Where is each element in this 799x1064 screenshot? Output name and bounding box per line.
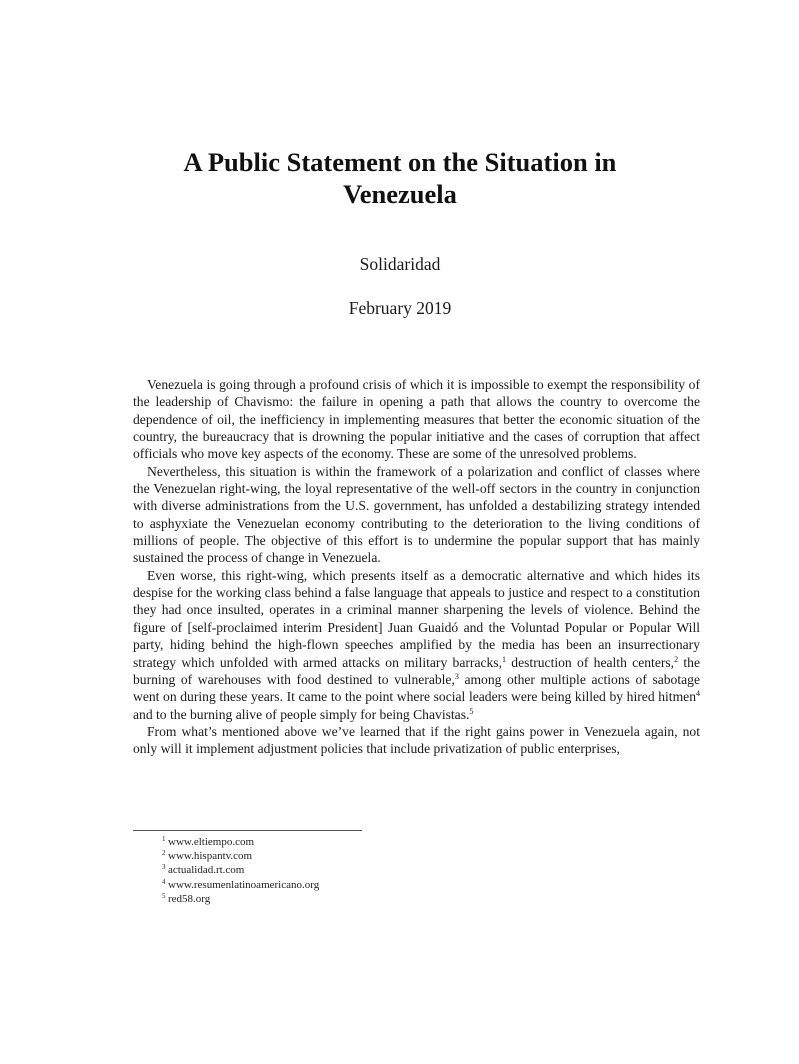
document-author: Solidaridad [359, 254, 441, 274]
paragraph-text: Venezuela is going through a profound crisis of which it is impossible to exempt the responsibility of the leadership of Chavismo: the failure in opening a path that allows the country to overcome the dependence of oil, the inefficiency in implementing measures that better the economic situation of the country, the bureaucracy that is drowning the popular initiative and the cases of corruption that affect officials who move key aspects of the economy. These are some of the unresolved problems. [133, 377, 700, 462]
footnotes-list [162, 835, 319, 906]
footnote-item: 1 www.eltiempo.com [162, 835, 255, 848]
footnote-link[interactable]: www.resumenlatinoamericano.org [168, 878, 320, 891]
footnote-link[interactable]: red58.org [168, 892, 211, 905]
body-paragraph [133, 723, 700, 758]
footnote-reference[interactable]: 3 [454, 671, 459, 681]
paragraph-text: the burning of warehouses with food destined to vulnerable, [133, 654, 700, 687]
document-title: A Public Statement on the Situation in Venezuela [183, 147, 617, 209]
footnote-reference[interactable]: 4 [696, 689, 700, 699]
footnote-divider [133, 830, 362, 831]
paragraph-text: Nevertheless, this situation is within the framework of a polarization and conflict of classes where the Venezuelan right-wing, the loyal representative of the well-off sectors in the country in conjunction with diverse administrations from the U.S. government, has unfolded a destabilizing strategy intended to asphyxiate the Venezuelan economy contributing to the deterioration to the living conditions of millions of people. The objective of this effort is to undermine the popular support that has mainly sustained the process of change in Venezuela. [133, 463, 700, 566]
footnote-link[interactable]: actualidad.rt.com [168, 864, 245, 877]
footnote-item: 3 actualidad.rt.com [162, 863, 245, 877]
paragraph-text: and to the burning alive of people simply for being Chavistas. [133, 706, 470, 722]
body-paragraph [133, 567, 700, 723]
body-paragraph [133, 376, 700, 463]
paragraph-text: From what’s mentioned above we’ve learned that if the right gains power in Venezuela again, not only will it implement adjustment policies that include privatization of public enterprises, [133, 723, 700, 757]
footnote-item: 5 red58.org [162, 891, 211, 905]
document-date: February 2019 [348, 298, 452, 318]
body-text [133, 376, 700, 758]
paragraph-text: among other multiple actions of sabotage went on during these years. It came to the point where social leaders were being killed by hired hitmen [133, 671, 700, 705]
footnote-item: 2 www.hispantv.com [162, 849, 253, 863]
footnote-item: 4 www.resumenlatinoamericano.org [162, 877, 320, 891]
body-paragraph [133, 463, 700, 567]
paragraph-text: destruction of health centers, [506, 654, 675, 670]
footnote-link[interactable]: www.hispantv.com [168, 850, 253, 863]
footnote-reference[interactable]: 2 [674, 654, 679, 664]
footnote-reference[interactable]: 1 [502, 654, 506, 664]
paragraph-text: Even worse, this right-wing, which presents itself as a democratic alternative and which hides its despise for the working class behind a false language that appeals to justice and respect to a constitution they had once insulted, operates in a criminal manner sharpening the levels of violence. Behind the figure of [self-proclaimed interim President] Juan Guaidó and the Voluntad Popular or Popular Will party, hiding behind the high-flown speeches amplified by the media has been an insurrectionary strategy which unfolded with armed attacks on military barracks, [133, 567, 700, 670]
footnote-link[interactable]: www.eltiempo.com [168, 836, 255, 848]
footnote-reference[interactable]: 5 [469, 706, 474, 716]
